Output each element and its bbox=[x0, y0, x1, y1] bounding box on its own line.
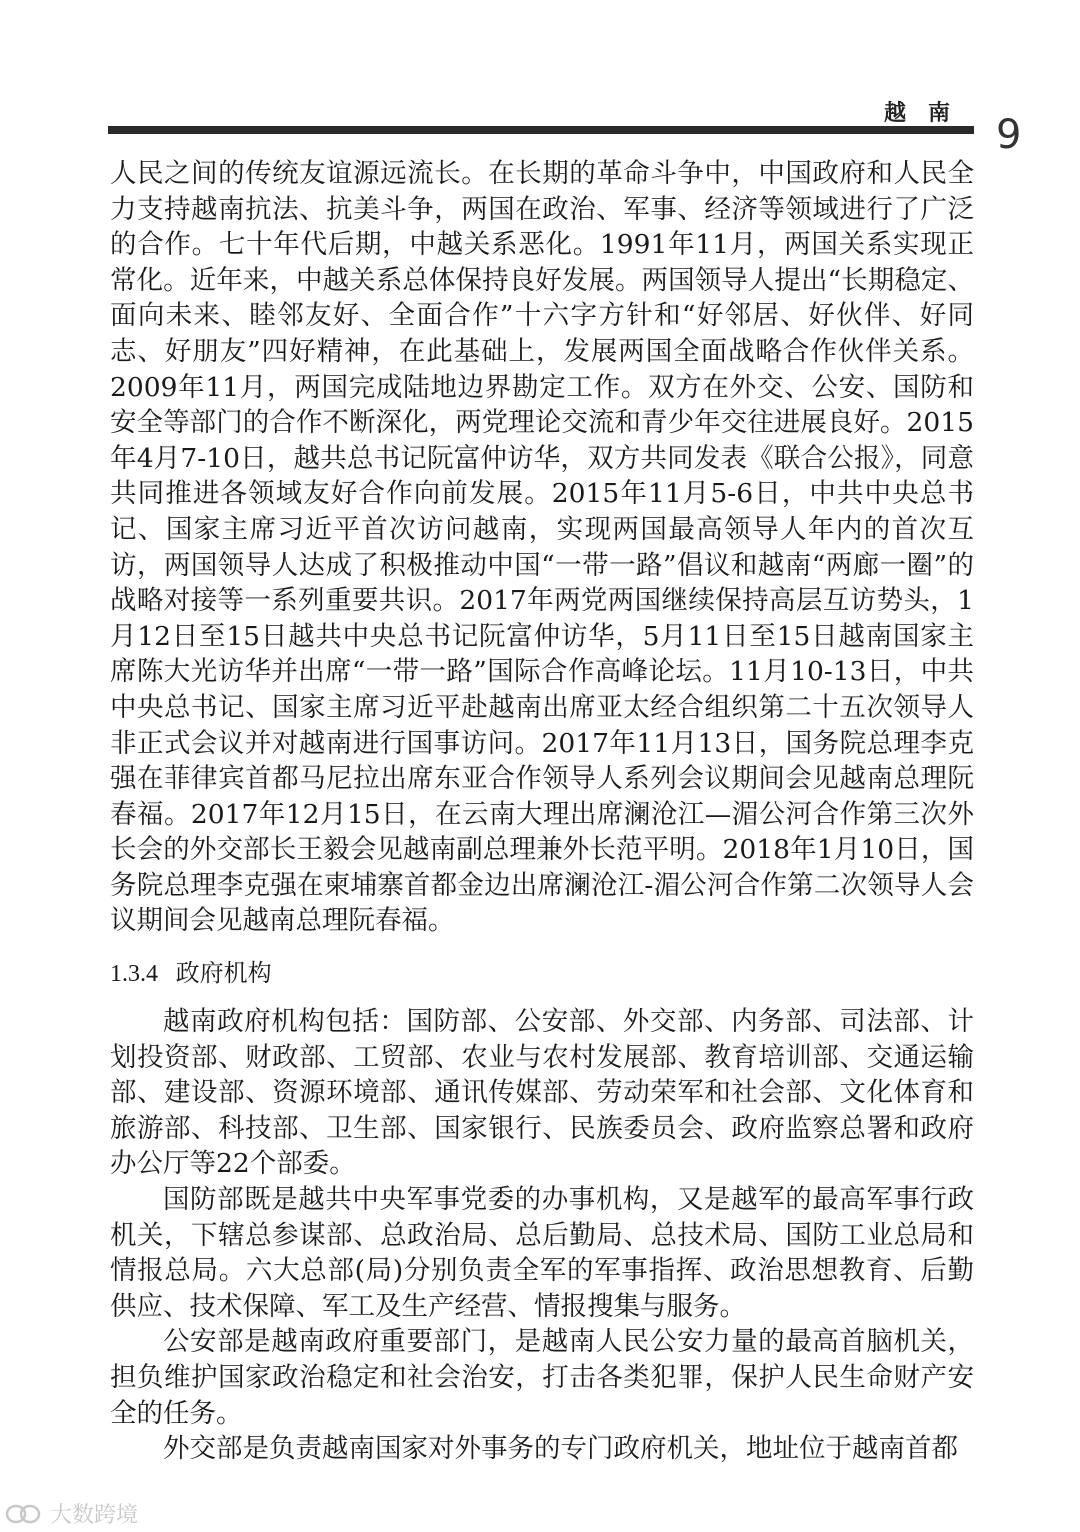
header-rule bbox=[108, 126, 974, 134]
watermark-text: 大数跨境 bbox=[50, 1503, 139, 1528]
paragraph-5: 外交部是负责越南国家对外事务的专门政府机关，地址位于越南首都 bbox=[163, 1433, 958, 1465]
paragraph-2: 越南政府机构包括：国防部、公安部、外交部、内务部、司法部、计划投资部、财政部、工贸部、农业与农村发展部、教育培训部、交通运输部、建设部、资源环境部、通讯传媒部、劳动荣军和社会部、文化体育和旅游部、科技部、卫生部、国家银行、民族委员会、政府监察总署和政府办公厅等22个部委。 bbox=[110, 1006, 974, 1180]
watermark bbox=[4, 1498, 138, 1529]
running-header-title: 越南 bbox=[883, 101, 972, 126]
page-number: 9 bbox=[996, 112, 1022, 158]
paragraph-3: 国防部既是越共中央军事党委的办事机构，又是越军的最高军事行政机关，下辖总参谋部、总政治局、总后勤局、总技术局、国防工业总局和情报总局。六大总部(局)分别负责全军的军事指挥、政治思想教育、后勤供应、技术保障、军工及生产经营、情报搜集与服务。 bbox=[110, 1184, 974, 1322]
section-number: 1.3.4 bbox=[110, 961, 158, 988]
watermark-logo-icon bbox=[4, 1502, 44, 1526]
paragraph-1: 人民之间的传统友谊源远流长。在长期的革命斗争中，中国政府和人民全力支持越南抗法、抗美斗争，两国在政治、军事、经济等领域进行了广泛的合作。七十年代后期，中越关系恶化。1991年11月，两国关系实现正常化。近年来，中越关系总体保持良好发展。两国领导人提出“长期稳定、面向未来、睦邻友好、全面合作”十六字方针和“好邻居、好伙伴、好同志、好朋友”四好精神，在此基础上，发展两国全面战略合作伙伴关系。2009年11月，两国完成陆地边界勘定工作。双方在外交、公安、国防和安全等部门的合作不断深化，两党理论交流和青少年交往进展良好。2015年4月7-10日，越共总书记阮富仲访华，双方共同发表《联合公报》，同意共同推进各领域友好合作向前发展。2015年11月5-6日，中共中央总书记、国家主席习近平首次访问越南，实现两国最高领导人年内的首次互访，两国领导人达成了积极推动中国“一带一路”倡议和越南“两廊一圈”的战略对接等一系列重要共识。2017年两党两国继续保持高层互访势头，1月12日至15日越共中央总书记阮富仲访华，5月11日至15日越南国家主席陈大光访华并出席“一带一路”国际合作高峰论坛。11月10-13日，中共中央总书记、国家主席习近平赴越南出席亚太经合组织第二十五次领导人非正式会议并对越南进行国事访问。2017年11月13日，国务院总理李克强在菲律宾首都马尼拉出席东亚合作领导人系列会议期间会见越南总理阮春福。2017年12月15日，在云南大理出席澜沧江—湄公河合作第三次外长会的外交部长王毅会见越南副总理兼外长范平明。2018年1月10日，国务院总理李克强在柬埔寨首都金边出席澜沧江-湄公河合作第二次领导人会议期间会见越南总理阮春福。 bbox=[110, 158, 974, 937]
section-heading bbox=[110, 953, 974, 994]
paragraph-4: 公安部是越南政府重要部门，是越南人民公安力量的最高首脑机关，担负维护国家政治稳定和社会治安，打击各类犯罪，保护人民生命财产安全的任务。 bbox=[110, 1326, 974, 1429]
section-title: 政府机构 bbox=[175, 959, 272, 988]
body-text bbox=[110, 156, 974, 1467]
